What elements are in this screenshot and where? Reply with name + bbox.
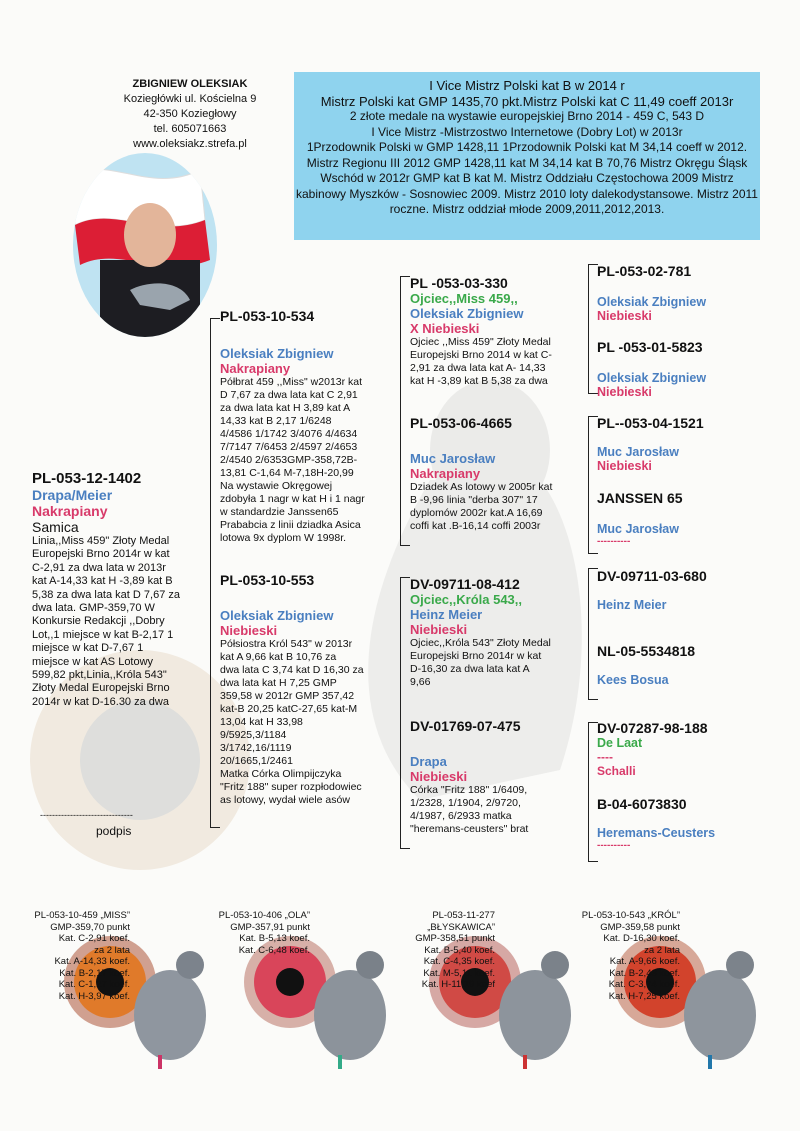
bird-line: Kat. M-5,11 koef. — [423, 967, 495, 979]
gen3-ring: PL -053-01-5823 — [597, 339, 703, 355]
title-line: kabinowy Myszków - Sosnowiec 2009. Mistrz 2010 loty dalekodystansowe. Mistrz 2011 — [296, 186, 758, 201]
bracket-gen3 — [588, 568, 589, 700]
gen3-6 — [597, 643, 797, 687]
bird-line: Kat. H-11,19 koef — [421, 979, 495, 990]
gen3-2 — [597, 339, 797, 399]
gen3-ring: B-04-6073830 — [597, 796, 687, 812]
title-line: 2 złote medale na wystawie europejskiej Brno 2014 - 459 C, 543 D — [349, 109, 705, 123]
bird-caption — [10, 910, 130, 1002]
ds-breeder: Heinz Meier — [410, 607, 483, 622]
gen3-8 — [597, 796, 797, 851]
bracket-gen1 — [210, 318, 211, 828]
ss-breeder: Oleksiak Zbigniew — [410, 306, 524, 321]
gen3-3 — [597, 415, 797, 473]
title-line: roczne. Mistrz oddział młode 2009,2011,2012,2013. — [389, 202, 665, 216]
sire-ring: PL-053-10-534 — [220, 308, 315, 324]
gen3-breeder: Heremans-Ceusters — [597, 826, 716, 840]
sire-breeder: Oleksiak Zbigniew — [220, 346, 334, 361]
achievements-banner — [294, 72, 760, 240]
bracket-cap — [210, 318, 220, 319]
bird-line: Kat. B-2,43 koef. — [609, 967, 680, 979]
gen3-ring: DV-07287-98-188 — [597, 720, 708, 736]
bird-line: Kat. B-5,13 koef. — [239, 933, 310, 944]
bracket-cap — [588, 699, 598, 700]
gen3-ring: PL-053-02-781 — [597, 263, 692, 279]
sd-breeder: Muc Jarosław — [410, 451, 496, 466]
dd-ring: DV-01769-07-475 — [410, 718, 521, 734]
bird-gmp: GMP-357,91 punkt — [230, 921, 310, 933]
owner-address1: Koziegłówki ul. Kościelna 9 — [123, 93, 257, 105]
bird-name: PL-053-10-406 „OLA” — [218, 910, 310, 921]
bracket-cap — [400, 577, 410, 578]
featured-bird-krol — [560, 910, 750, 1070]
gen3-ring: PL--053-04-1521 — [597, 415, 704, 431]
gen3-breeder: Muc Jarosław — [597, 445, 679, 459]
bracket-cap — [400, 545, 410, 546]
bracket-gen3 — [588, 722, 589, 862]
bird-line: Kat. A-9,66 koef. — [609, 956, 680, 967]
sire — [220, 308, 398, 545]
bird-line: za 2 lata — [94, 944, 130, 956]
bracket-gen2-dam — [400, 577, 401, 849]
bracket-gen2-sire — [400, 276, 401, 546]
title-line: Mistrz Regionu III 2012 GMP 1428,11 kat M 34,14 kat B 70,76 Mistrz Okręgu Śląsk — [306, 155, 748, 170]
bird-name: PL-053-10-459 „MISS” — [34, 910, 130, 921]
bird-name: PL-053-11-277 „BŁYSKAWICA” — [427, 910, 495, 933]
owner-info — [90, 77, 290, 152]
featured-bird-miss — [10, 910, 200, 1070]
bird-caption — [560, 910, 680, 1002]
dd-variety: Niebieski — [410, 769, 468, 784]
gen3-breeder: De Laat — [597, 736, 643, 750]
title-line: I Vice Mistrz Polski kat B w 2014 r — [429, 78, 625, 93]
bracket-cap — [588, 553, 598, 554]
sd-variety: Nakrapiany — [410, 466, 481, 481]
subject-ring: PL-053-12-1402 — [32, 470, 142, 487]
ss-ring: PL -053-03-330 — [410, 275, 508, 291]
gen3-breeder: Muc Jarosław — [597, 522, 679, 536]
gen3-variety: ---------- — [597, 536, 631, 547]
sire-notes: Półbrat 459 ,,Miss" w2013r kat D 7,67 za dwa lata kat C 2,91 za dwa lata kat H 3,89 kat A 14,33 kat B 2,17 1/6248 4/4586 1/1742 3/4076 4/4634 7/7147 7/6453 2/4597 2/4653 2/4540 2/6353GMP-358,72B- 13,81 C-1,64 M-7,18H-20,99 Na wystawie Okręgowej zdobyła 1 nagr w kat H i 1 nagr w standardzie Janssen65 Prababcia z linii dziadka Asica lotowa 9x dyplom W 1998r. — [220, 376, 365, 544]
bracket-gen3 — [588, 264, 589, 394]
ds-variety: Niebieski — [410, 622, 468, 637]
bracket-cap — [588, 861, 598, 862]
bird-line: Kat. C-1,27 koef. — [58, 979, 130, 990]
gen3-variety: Niebieski — [597, 459, 652, 473]
title-line: I Vice Mistrz -Mistrzostwo Internetowe (Dobry Lot) w 2013r — [371, 124, 683, 139]
featured-bird-ola — [190, 910, 380, 1070]
subject-notes: Linia,,Miss 459" Złoty Medal Europejski Brno 2014r w kat C-2,91 za dwa lata w 2013r kat A-14,33 kat H -3,89 kat B 5,38 za dwa lata kat D 7,67 za dwa lata. GMP-359,70 W Konkursie Redakcji ,,Dobry Lot,,1 miejsce w kat B-2,17 1 miejsce w kat D-7,67 1 miejsce w kat AS Lotowy 599,82 pkt,Linia,,Króla 543" Złoty Medal Europejski Brno 2014r w kat D-16.30 za dwa — [32, 535, 180, 708]
featured-bird-blyskawica — [375, 910, 565, 1070]
bird-line: Kat. B-5,40 koef. — [424, 944, 495, 956]
bird-gmp: GMP-359,58 punkt — [600, 921, 680, 933]
gen3-variety: ---------- — [597, 840, 631, 851]
dam-ring: PL-053-10-553 — [220, 572, 315, 588]
bird-line: za 2 lata — [644, 944, 680, 956]
owner-address2: 42-350 Koziegłowy — [143, 108, 237, 120]
sd-ring: PL-053-06-4665 — [410, 415, 512, 431]
owner-photo — [60, 150, 230, 340]
ss-notes: Ojciec ,,Miss 459" Złoty Medal Europejski Brno 2014 w kat C- 2,91 za dwa lata kat A- 14,33 kat H -3,89 kat B 5,38 za dwa — [410, 336, 552, 387]
bird-gmp: GMP-359,70 punkt — [50, 921, 130, 933]
ds-name: Ojciec,,Króla 543,, — [410, 592, 523, 607]
dam-sire — [410, 576, 588, 689]
bird-line: Kat. B-2,17 koef. — [59, 967, 130, 979]
gen3-variety: ---- Schalli — [597, 750, 636, 778]
gen3-ring: NL-05-5534818 — [597, 643, 696, 659]
gen3-breeder: Oleksiak Zbigniew — [597, 295, 707, 309]
bird-line: Kat. C-2,91 koef. — [58, 933, 130, 944]
dam-breeder: Oleksiak Zbigniew — [220, 608, 334, 623]
title-line: Mistrz Polski kat GMP 1435,70 pkt.Mistrz Polski kat C 11,49 coeff 2013r — [320, 93, 734, 109]
subject-color: Drapa/Meier — [32, 487, 113, 503]
gen3-ring: DV-09711-03-680 — [597, 568, 707, 584]
signature-line: ------------------------------- — [40, 810, 133, 820]
sire-variety: Nakrapiany — [220, 361, 291, 376]
owner-website[interactable]: www.oleksiakz.strefa.pl — [133, 138, 247, 150]
dam — [220, 572, 398, 807]
bird-line: Kat. C-4,35 koef. — [423, 956, 495, 967]
sire-sire — [410, 275, 588, 388]
gen3-5 — [597, 568, 797, 612]
dd-color: Drapa — [410, 754, 447, 769]
subject-sex: Samica — [32, 519, 79, 535]
sd-notes: Dziadek As lotowy w 2005r kat B -9,96 linia "derba 307" 17 dyplomów 2002r kat.A 16,69 coffi kat .B-16,14 coffi 2003r — [410, 481, 553, 532]
title-line: Wschód w 2012r GMP kat B kat M. Mistrz Oddziału Częstochowa 2009 Mistrz — [320, 171, 734, 185]
bird-gmp: GMP-358,51 punkt — [415, 933, 495, 944]
bracket-gen3 — [588, 416, 589, 554]
gen3-7 — [597, 720, 797, 778]
gen3-breeder: Oleksiak Zbigniew — [597, 371, 707, 385]
ss-name: Ojciec,,Miss 459,, — [410, 291, 518, 306]
bracket-cap — [400, 276, 410, 277]
bird-line: Kat. D-16,30 koef. — [603, 933, 680, 944]
owner-phone: tel. 605071663 — [153, 123, 227, 135]
ss-variety: X Niebieski — [410, 321, 480, 336]
gen3-variety: Niebieski — [597, 309, 652, 323]
subject-variety: Nakrapiany — [32, 503, 108, 519]
bird-caption — [375, 910, 495, 991]
gen3-ring: JANSSEN 65 — [597, 490, 683, 506]
ds-ring: DV-09711-08-412 — [410, 576, 520, 592]
bird-line: Kat. H-7,25 koef. — [608, 990, 680, 1002]
bird-name: PL-053-10-543 „KRÓL” — [581, 910, 680, 921]
gen3-4 — [597, 490, 797, 547]
bird-line: Kat. C-3,74 koef. — [608, 979, 680, 990]
bracket-cap — [400, 848, 410, 849]
sire-dam — [410, 415, 588, 533]
bird-line: Kat. C-6,48 koef. — [238, 944, 310, 956]
ds-notes: Ojciec,,Króla 543" Złoty Medal Europejski Brno 2014r w kat D-16,30 za dwa lata kat A 9,66 — [410, 637, 551, 688]
gen3-breeder: Heinz Meier — [597, 598, 667, 612]
bird-line: Kat. A-14,33 koef. — [54, 956, 130, 967]
owner-name: ZBIGNIEW OLEKSIAK — [132, 78, 248, 90]
owner-photo-image — [60, 150, 230, 340]
dam-dam — [410, 718, 588, 836]
dd-notes: Córka "Fritz 188" 1/6409, 1/2328, 1/1904, 2/9720, 4/1987, 6/2933 matka "heremans-ceusters" brat — [410, 784, 529, 835]
signature-label: podpis — [96, 824, 132, 838]
bracket-cap — [210, 827, 220, 828]
gen3-variety: Niebieski — [597, 385, 652, 399]
gen3-breeder: Kees Bosua — [597, 673, 669, 687]
subject-bird — [32, 470, 210, 709]
bird-caption — [190, 910, 310, 956]
title-line: 1Przodownik Polski w GMP 1428,11 1Przodownik Polski kat M 34,14 coeff w 2012. — [306, 140, 748, 154]
dam-variety: Niebieski — [220, 623, 278, 638]
bird-line: Kat. H-3,97 koef. — [58, 990, 130, 1002]
dam-notes: Półsiostra Król 543" w 2013r kat A 9,66 kat B 10,76 za dwa lata C 3,74 kat D 16,30 za dwa lata kat H 7,25 GMP 359,58 w 2012r GMP 357,42 kat-B 20,25 katC-27,65 kat-M 13,04 kat H 33,98 9/5925,3/1184 3/1742,16/1119 20/1665,1/2461 Matka Córka Olimpijczyka "Fritz 188" super rozpłodowiec as lotowy, wydał wiele asów — [220, 638, 364, 806]
gen3-1 — [597, 263, 797, 323]
